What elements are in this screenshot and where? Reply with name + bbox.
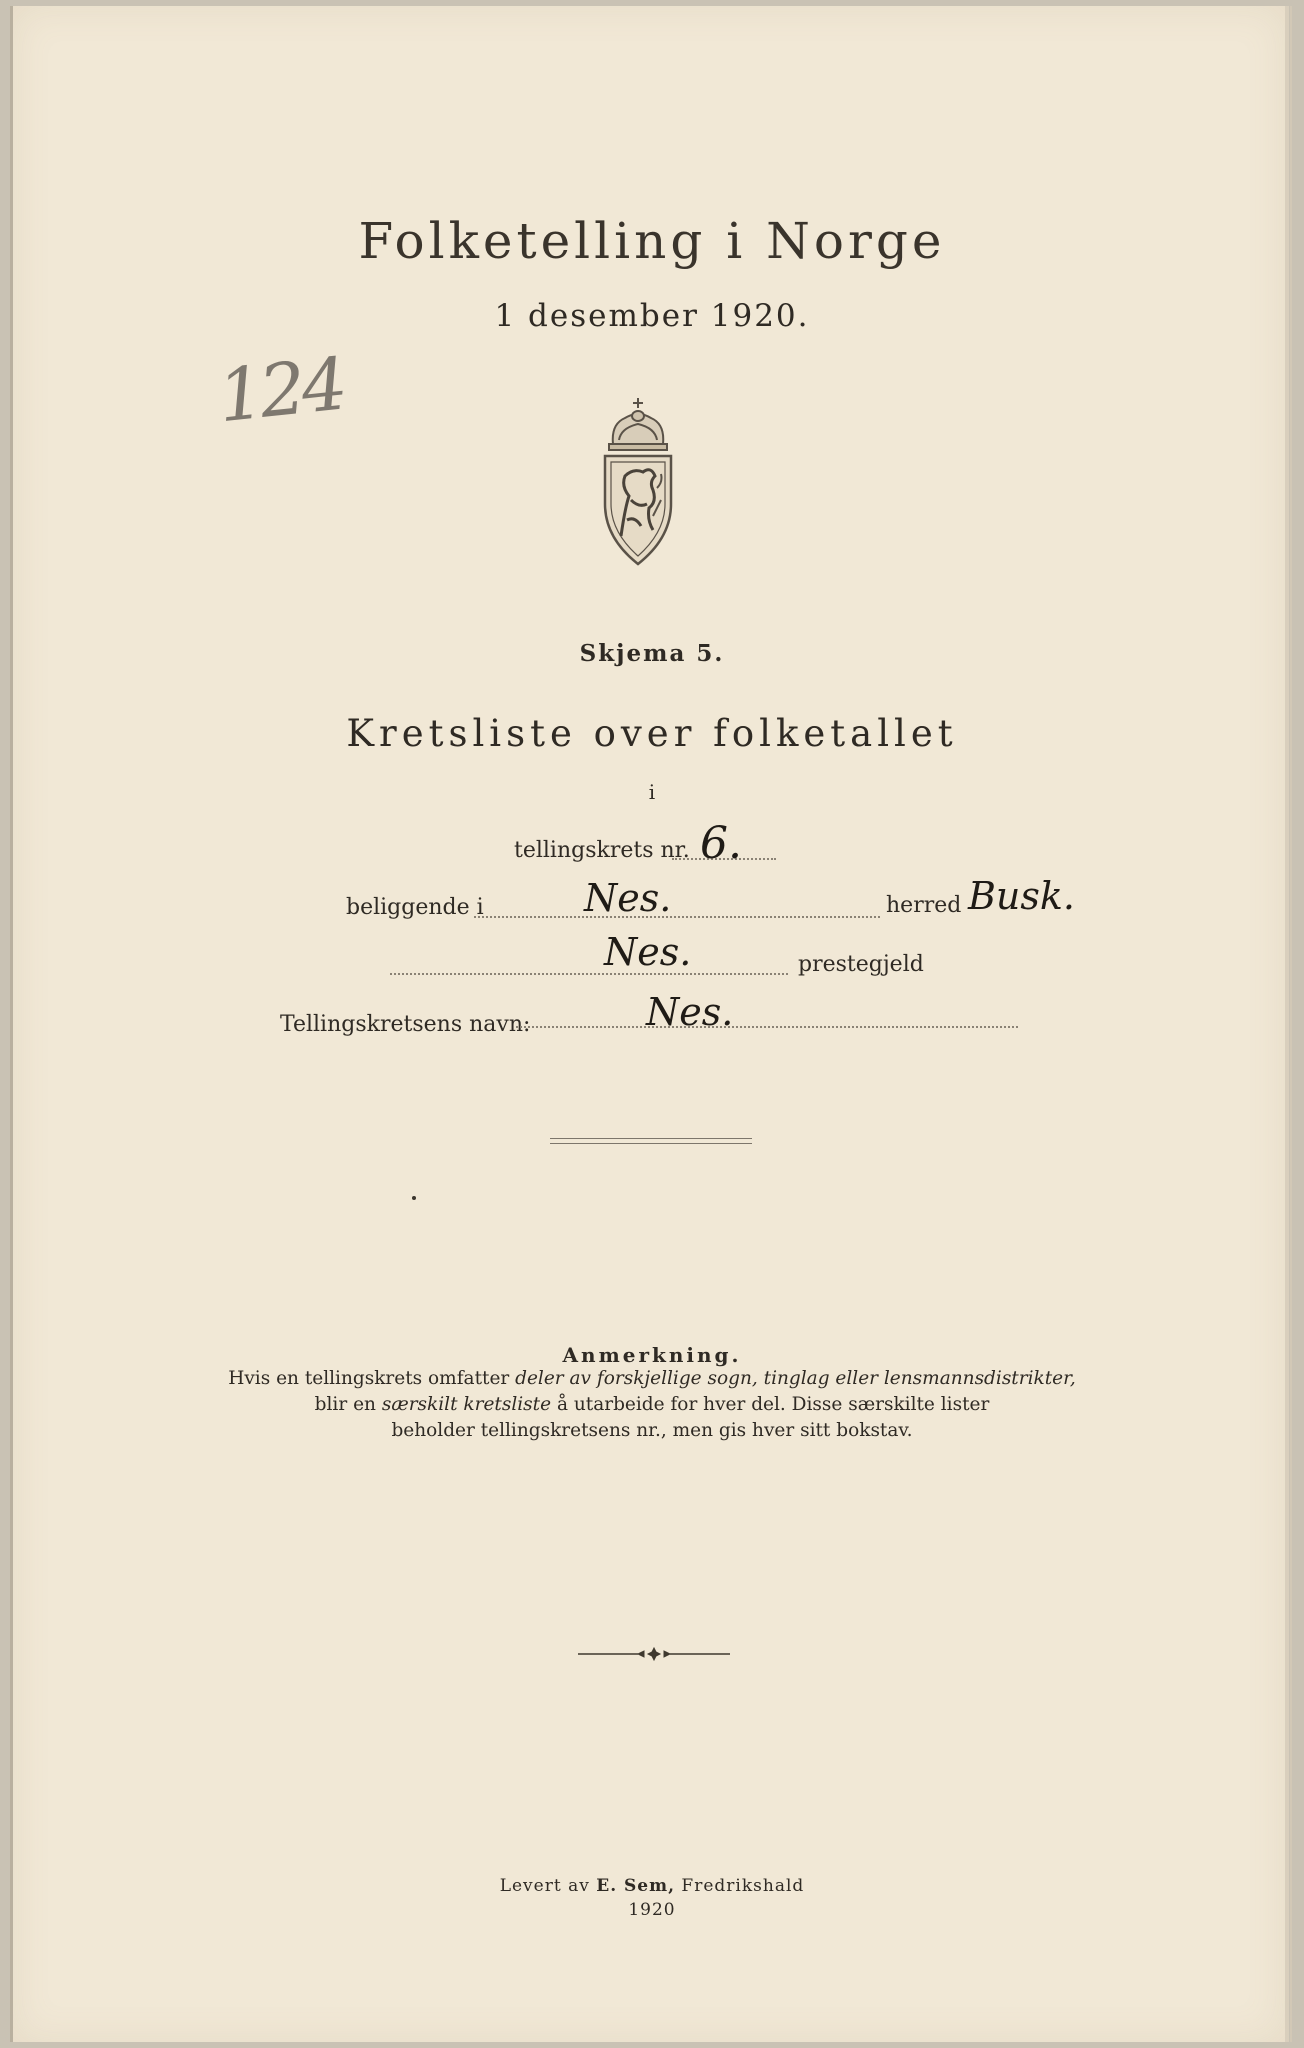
printer-place: Fredrikshald (675, 1876, 805, 1896)
printer-prefix: Levert av (499, 1876, 597, 1896)
beliggende-line (474, 916, 880, 918)
printer-year: 1920 (628, 1900, 676, 1920)
document-date: 1 desember 1920. (494, 298, 810, 334)
prestegjeld-value: Nes. (604, 930, 692, 974)
beliggende-value: Nes. (584, 876, 672, 920)
remark-line-1 (0, 1368, 1304, 1389)
remark-line-1-italic: deler av forskjellige sogn, tinglag eller lensmannsdistrikter, (515, 1368, 1076, 1389)
beliggende-label: beliggende i (346, 895, 484, 920)
prestegjeld-label: prestegjeld (798, 952, 924, 977)
krets-number-label: tellingskrets nr. (514, 838, 690, 863)
remark-line-2-rest: å utarbeide for hver del. Disse særskilte lister (551, 1394, 990, 1415)
remark-line-2-italic: særskilt kretsliste (381, 1394, 552, 1415)
remark-line-1-text: Hvis en tellingskrets omfatter (228, 1368, 516, 1389)
remark-line-3: beholder tellingskretsens nr., men gis hver sitt bokstav. (391, 1420, 913, 1441)
divider-rule-2 (550, 1143, 752, 1144)
norwegian-coat-of-arms-icon (591, 396, 685, 568)
herred-value: Busk. (968, 874, 1076, 918)
krets-number-value: 6. (700, 818, 742, 869)
krets-name-line (516, 1026, 1018, 1028)
connector-word: i (648, 780, 656, 804)
remark-line-2 (0, 1394, 1304, 1415)
herred-label: herred (886, 893, 962, 918)
ink-speck (412, 1196, 416, 1200)
form-heading: Kretsliste over folketallet (346, 712, 958, 755)
document-title: Folketelling i Norge (358, 212, 946, 270)
schema-number: Skjema 5. (579, 640, 725, 667)
krets-name-value: Nes. (646, 990, 734, 1034)
remark-title: Anmerkning. (562, 1343, 742, 1367)
pencil-annotation: 124 (213, 341, 348, 439)
krets-name-label: Tellingskretsens navn: (280, 1012, 531, 1037)
divider-rule (550, 1138, 752, 1139)
printer-name: E. Sem, (596, 1876, 676, 1896)
ornament-divider-icon (578, 1646, 730, 1662)
prestegjeld-line (390, 973, 788, 975)
remark-line-2-text: blir en (314, 1394, 382, 1415)
printer-credit (0, 1876, 1304, 1896)
